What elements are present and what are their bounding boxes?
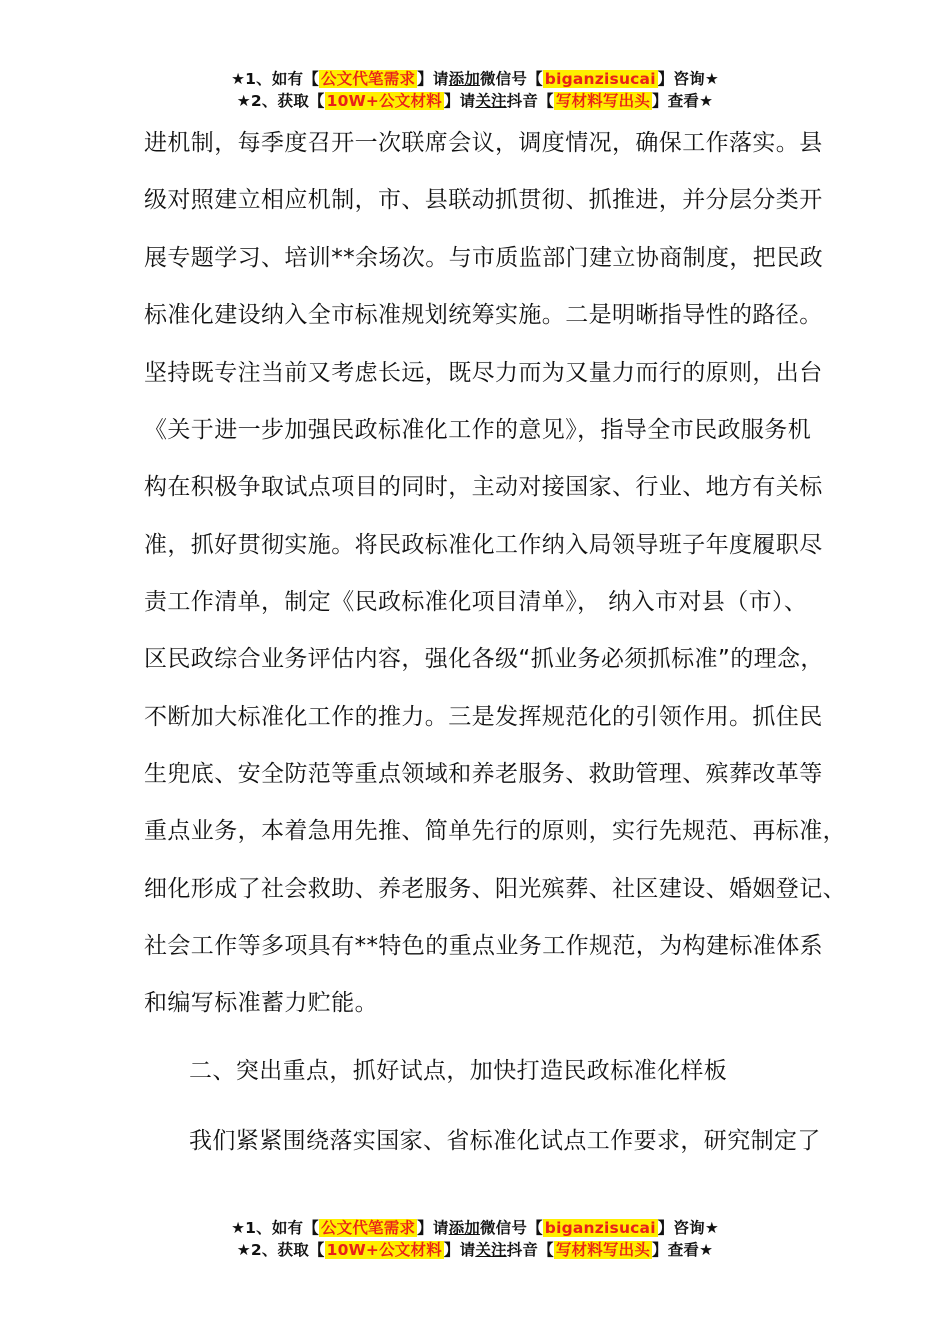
- footer-banner: [0, 1217, 950, 1261]
- banner-text: ★1、如有【: [231, 1219, 319, 1237]
- body-line: 和编写标准蓄力贮能。: [144, 990, 378, 1016]
- banner-text: 】查看★: [652, 1241, 714, 1259]
- highlight-douyin-account: 写材料写出头: [555, 1241, 651, 1259]
- section-heading: 二、突出重点，抓好试点，加快打造民政标准化样板: [189, 1058, 728, 1084]
- banner-line-1: [0, 68, 950, 90]
- body-line: 我们紧紧围绕落实国家、省标准化试点工作要求，研究制定了: [189, 1128, 821, 1154]
- highlight-materials: 10W+公文材料: [326, 1241, 442, 1259]
- banner-text: ★2、获取【: [236, 1241, 325, 1259]
- highlight-wechat-id: biganzisucai: [544, 70, 656, 88]
- header-banner: [0, 68, 950, 112]
- body-line: 细化形成了社会救助、养老服务、阳光殡葬、社区建设、婚姻登记、: [144, 876, 846, 902]
- banner-text: 】查看★: [652, 92, 714, 110]
- body-line: 准，抓好贯彻实施。将民政标准化工作纳入局领导班子年度履职尽: [144, 532, 823, 558]
- body-line: 生兜底、安全防范等重点领域和养老服务、救助管理、殡葬改革等: [144, 761, 823, 787]
- banner-text: 微信号【: [479, 70, 543, 88]
- body-line: 展专题学习、培训**余场次。与市质监部门建立协商制度，把民政: [144, 245, 823, 271]
- banner-text: 抖音【: [506, 92, 554, 110]
- highlight-douyin-account: 写材料写出头: [555, 92, 651, 110]
- body-line: 进机制，每季度召开一次联席会议，调度情况，确保工作落实。县: [144, 130, 823, 156]
- banner-text: 】请: [443, 1241, 476, 1259]
- banner-text: 】请: [417, 1219, 449, 1237]
- banner-text: 】咨询★: [657, 1219, 719, 1237]
- body-line: 区民政综合业务评估内容，强化各级“抓业务必须抓标准”的理念，: [144, 646, 824, 672]
- body-line: 标准化建设纳入全市标准规划统筹实施。二是明晰指导性的路径。: [144, 302, 823, 328]
- body-line: 不断加大标准化工作的推力。三是发挥规范化的引领作用。抓住民: [144, 704, 823, 730]
- banner-text: 】请: [443, 92, 476, 110]
- banner-underlined-text: 关注: [475, 92, 507, 110]
- banner-text: 微信号【: [479, 1219, 543, 1237]
- body-line: 社会工作等多项具有**特色的重点业务工作规范，为构建标准体系: [144, 933, 823, 959]
- banner-line-1: [0, 1217, 950, 1239]
- banner-text: ★2、获取【: [236, 92, 325, 110]
- body-line: 责工作清单，制定《民政标准化项目清单》， 纳入市对县（市）、: [144, 589, 808, 615]
- body-line: 《关于进一步加强民政标准化工作的意见》，指导全市民政服务机: [144, 417, 812, 443]
- banner-line-2: [0, 90, 950, 112]
- highlight-service: 公文代笔需求: [320, 70, 416, 88]
- highlight-service: 公文代笔需求: [320, 1219, 416, 1237]
- banner-underlined-text: 关注: [475, 1241, 507, 1259]
- body-line: 构在积极争取试点项目的同时，主动对接国家、行业、地方有关标: [144, 474, 823, 500]
- banner-underlined-text: 添加: [448, 1219, 480, 1237]
- highlight-materials: 10W+公文材料: [326, 92, 442, 110]
- banner-text: 】咨询★: [657, 70, 719, 88]
- body-line: 坚持既专注当前又考虑长远，既尽力而为又量力而行的原则，出台: [144, 360, 823, 386]
- body-line: 级对照建立相应机制，市、县联动抓贯彻、抓推进，并分层分类开: [144, 187, 823, 213]
- banner-text: ★1、如有【: [231, 70, 319, 88]
- banner-text: 】请: [417, 70, 449, 88]
- banner-underlined-text: 添加: [448, 70, 480, 88]
- highlight-wechat-id: biganzisucai: [544, 1219, 656, 1237]
- body-line: 重点业务，本着急用先推、简单先行的原则，实行先规范、再标准，: [144, 818, 846, 844]
- banner-line-2: [0, 1239, 950, 1261]
- banner-text: 抖音【: [506, 1241, 554, 1259]
